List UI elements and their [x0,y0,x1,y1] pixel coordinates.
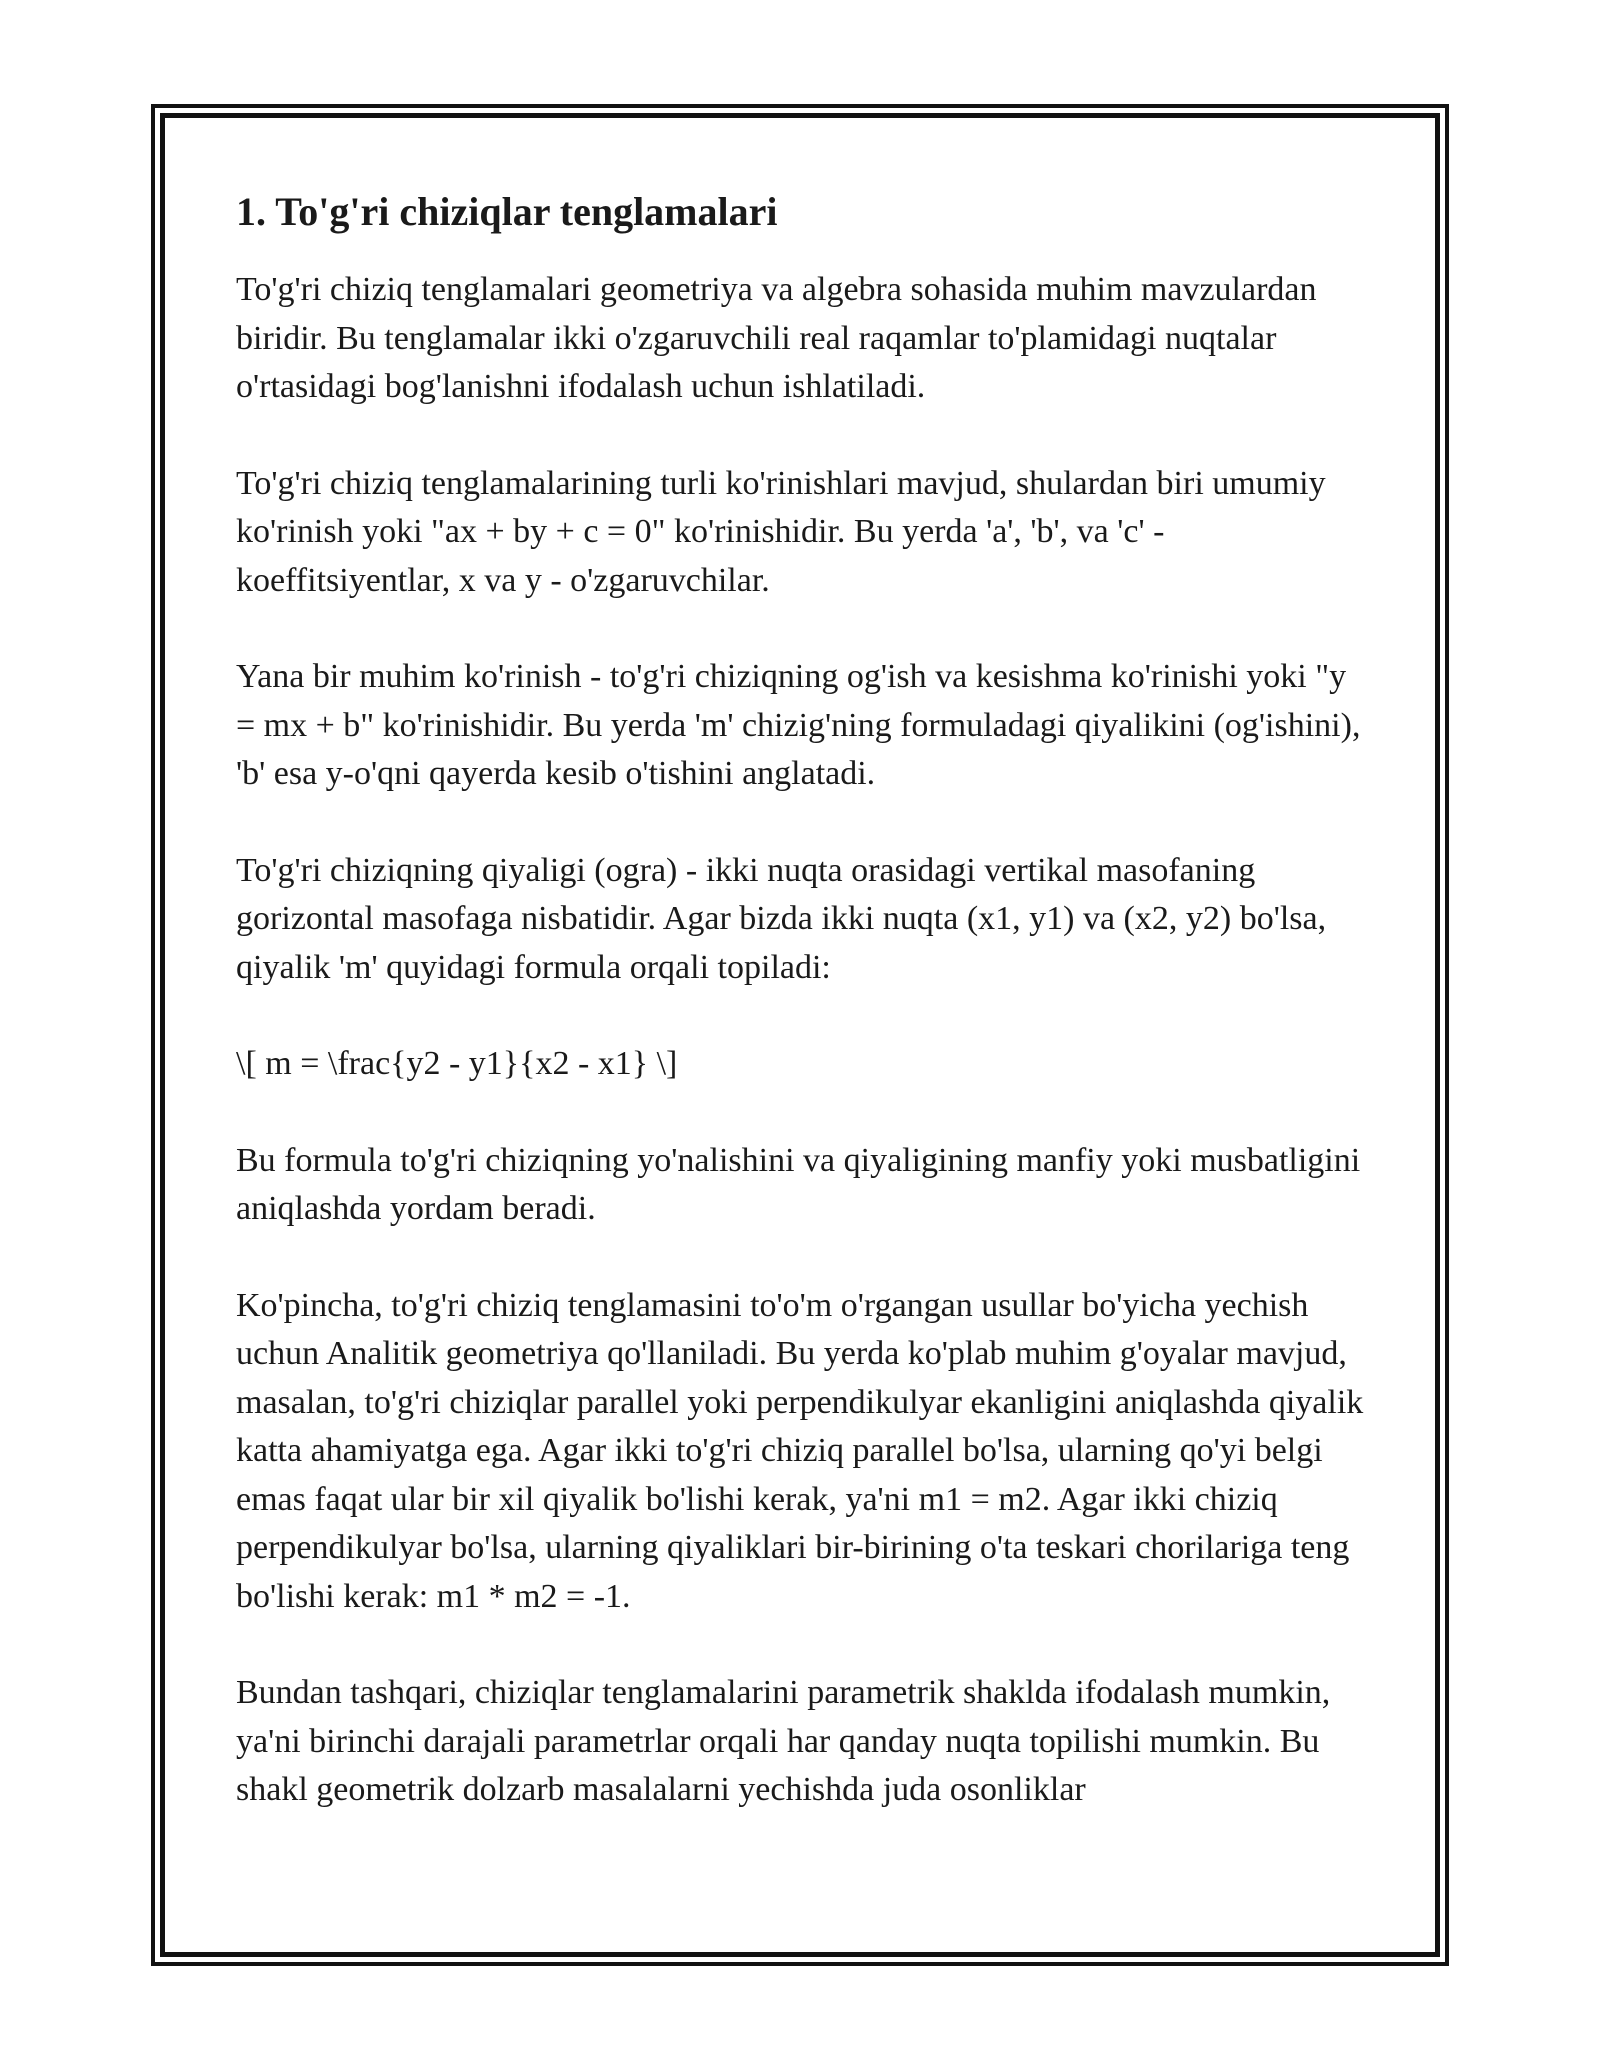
slope-formula: \[ m = \frac{y2 - y1}{x2 - x1} \] [236,1045,678,1082]
paragraph-general-form: To'g'ri chiziq tenglamalarining turli ko'rinishlari mavjud, shulardan biri umumiy ko'rinish yoki "ax + by + c = 0" ko'rinishidir. Bu yerda 'a', 'b', va 'c' - koeffitsiyentlar, x va y - o'zgaruvchilar. [236,464,1326,599]
paragraph-parametric: Bundan tashqari, chiziqlar tenglamalarini parametrik shaklda ifodalash mumkin, ya'ni birinchi darajali parametrlar orqali har qanday nuqta topilishi mumkin. Bu shakl geometrik dolzarb masalalarni yechishda juda osonliklar [236,1674,1331,1808]
paragraph-formula-purpose: Bu formula to'g'ri chiziqning yo'nalishini va qiyaligining manfiy yoki musbatligini aniqlashda yordam beradi. [236,1141,1361,1227]
paragraph-slope-definition: To'g'ri chiziqning qiyaligi (ogra) - ikki nuqta orasidagi vertikal masofaning gorizontal masofaga nisbatidir. Agar bizda ikki nuqta (x1, y1) va (x2, y2) bo'lsa, qiyalik 'm' quyidagi formula orqali topiladi: [236,851,1327,986]
section-heading: 1. To'g'ri chiziqlar tenglamalari [236,189,778,234]
paragraph-intro: To'g'ri chiziq tenglamalari geometriya va algebra sohasida muhim mavzulardan biridir. Bu tenglamalar ikki o'zgaruvchili real raqamlar to'plamidagi nuqtalar o'rtasidagi bog'lanishni ifodalash uchun ishlatiladi. [236,271,1317,405]
paragraph-parallel-perpendicular: Ko'pincha, to'g'ri chiziq tenglamasini to'o'm o'rgangan usullar bo'yicha yechish uchun Analitik geometriya qo'llaniladi. Bu yerda ko'plab muhim g'oyalar mavjud, masalan, to'g'ri chiziqlar parallel yoki perpendikulyar ekanligini aniqlashda qiyalik katta ahamiyatga ega. Agar ikki to'g'ri chiziq parallel bo'lsa, ularning qo'yi belgi emas faqat ular bir xil qiyalik bo'lishi kerak, ya'ni m1 = m2. Agar ikki chiziq perpendikulyar bo'lsa, ularning qiyaliklari bir-birining o'ta teskari chorilariga teng bo'lishi kerak: m1 * m2 = -1. [236,1286,1364,1615]
document-content [236,184,1366,1863]
paragraph-slope-intercept: Yana bir muhim ko'rinish - to'g'ri chiziqning og'ish va kesishma ko'rinishi yoki "y = mx + b" ko'rinishidir. Bu yerda 'm' chizig'ning formuladagi qiyalikini (og'ishini), 'b' esa y-o'qni qayerda kesib o'tishini anglatadi. [236,658,1361,792]
